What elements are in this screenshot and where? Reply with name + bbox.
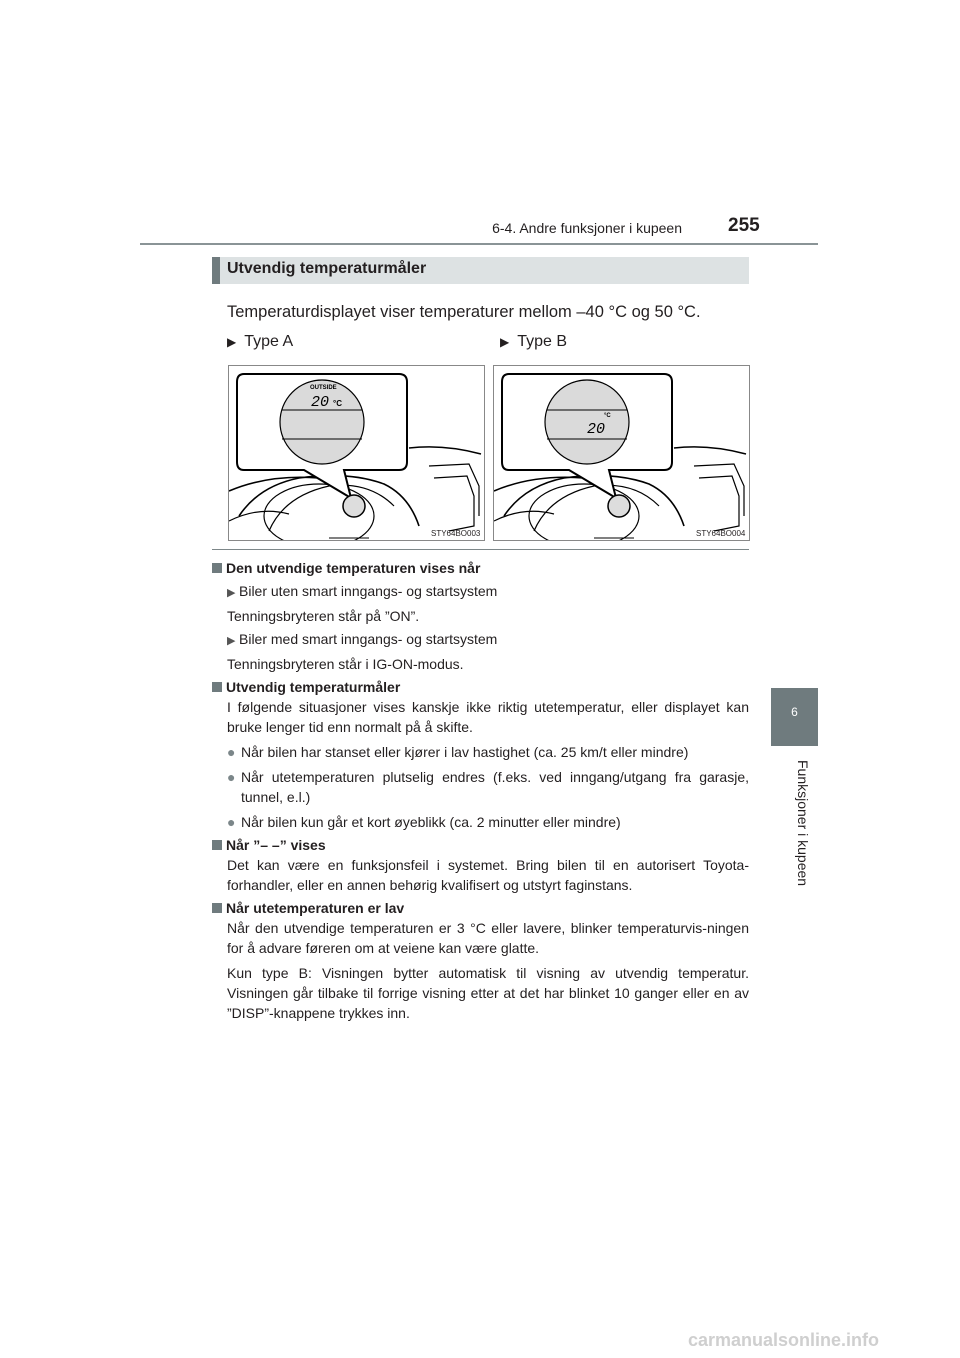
figure-type-a xyxy=(228,365,485,541)
arrow-right-icon: ▶ xyxy=(227,335,237,349)
running-header-section: 6-4. Andre funksjoner i kupeen xyxy=(492,220,682,236)
page-number: 255 xyxy=(728,215,760,236)
arrow-right-icon: ▶ xyxy=(227,587,236,599)
subheading: Når utetemperaturen er lav xyxy=(212,898,749,918)
type-a-label: ▶ Type A xyxy=(227,333,294,350)
chapter-title-vertical: Funksjoner i kupeen xyxy=(795,760,811,887)
paragraph: Det kan være en funksjonsfeil i systemet. Bring bilen til en autorisert Toyota-forhandler, eller en annen behørig kvalifisert og utstyrt faginstans. xyxy=(227,857,749,893)
arrow-right-icon: ▶ xyxy=(227,635,236,647)
paragraph: Når den utvendige temperaturen er 3 °C eller lavere, blinker temperaturvis-ningen for å advare føreren om at veiene kan være glatte. xyxy=(227,920,749,956)
figure-type-b xyxy=(493,365,750,541)
subheading: Når ”– –” vises xyxy=(212,835,749,855)
bullet-dot-icon: ● xyxy=(227,769,236,785)
bullet-item: ● Når bilen kun går et kort øyeblikk (ca. 2 minutter eller mindre) xyxy=(227,814,621,830)
figure-divider xyxy=(212,549,749,550)
section-title-bar xyxy=(212,257,749,284)
paragraph: Tenningsbryteren står i IG-ON-modus. xyxy=(227,656,464,672)
display-value: 20 xyxy=(587,421,606,438)
display-unit: °C xyxy=(604,413,611,419)
paragraph: Kun type B: Visningen bytter automatisk til visning av utvendig temperatur. Visningen går tilbake til forrige visning etter at det har blinket 10 ganger eller en av ”DISP”-knappene trykkes inn. xyxy=(227,965,749,1021)
chapter-tab: 6 xyxy=(771,688,818,746)
watermark-footer: carmanualsonline.info xyxy=(688,1330,880,1350)
bullet-item: ● Når utetemperaturen plutselig endres (f.eks. ved inngang/utgang fra garasje, tunnel, e.l.) xyxy=(227,769,749,805)
header-rule xyxy=(140,243,818,245)
arrow-right-icon: ▶ xyxy=(500,335,510,349)
intro-text: Temperaturdisplayet viser temperaturer mellom –40 °C og 50 °C. xyxy=(227,303,701,321)
square-bullet-icon xyxy=(212,903,222,913)
title-accent xyxy=(212,257,220,284)
section-title: Utvendig temperaturmåler xyxy=(227,260,427,277)
figure-code: STY64BO004 xyxy=(696,529,746,538)
bullet-dot-icon: ● xyxy=(227,744,236,760)
bullet-item: ● Når bilen har stanset eller kjører i lav hastighet (ca. 25 km/t eller mindre) xyxy=(227,744,689,760)
display-caption: OUTSIDE xyxy=(310,385,337,391)
subheading: Den utvendige temperaturen vises når xyxy=(212,558,749,578)
figure-code: STY64BO003 xyxy=(431,529,481,538)
square-bullet-icon xyxy=(212,563,222,573)
display-unit: °C xyxy=(333,399,342,408)
subheading: Utvendig temperaturmåler xyxy=(212,677,749,697)
dashboard-illustration-a xyxy=(229,366,484,540)
square-bullet-icon xyxy=(212,682,222,692)
display-value: 20 xyxy=(311,394,330,411)
dashboard-illustration-b xyxy=(494,366,749,540)
paragraph: I følgende situasjoner vises kanskje ikke riktig utetemperatur, eller displayet kan bruke lenger tid enn normalt på å skifte. xyxy=(227,699,749,735)
body-content xyxy=(212,558,749,1023)
paragraph: Tenningsbryteren står på ”ON”. xyxy=(227,608,420,624)
arrow-item: ▶ Biler med smart inngangs- og startsystem xyxy=(212,629,749,651)
arrow-item: ▶ Biler uten smart inngangs- og startsystem xyxy=(212,581,749,603)
bullet-dot-icon: ● xyxy=(227,814,236,830)
square-bullet-icon xyxy=(212,840,222,850)
type-b-label: ▶ Type B xyxy=(500,333,568,350)
